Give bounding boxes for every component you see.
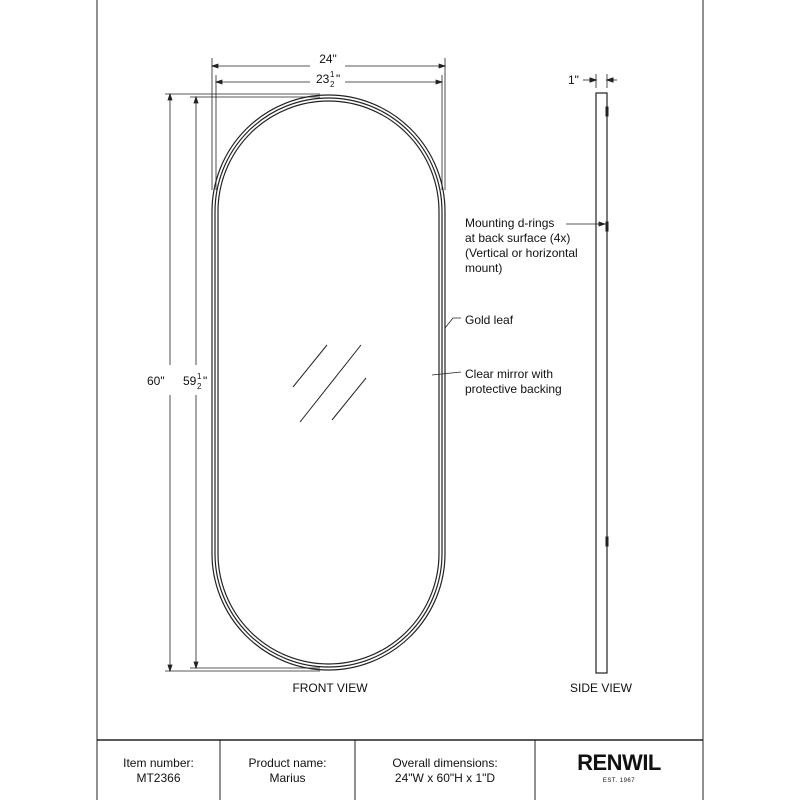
svg-text:1: 1	[330, 70, 335, 79]
callout-line: mount)	[465, 261, 503, 275]
item-number-label: Item number:	[123, 755, 194, 770]
callout-line: Mounting d-rings	[465, 216, 555, 230]
svg-text:1: 1	[197, 372, 202, 381]
item-number-cell	[97, 741, 220, 800]
brand-logo	[535, 741, 703, 800]
svg-text:": "	[203, 374, 208, 388]
callout-line: protective backing	[465, 382, 562, 396]
side-view-outline	[583, 74, 617, 673]
callout-mounting	[465, 216, 578, 276]
brand-tagline: EST. 1967	[602, 778, 636, 784]
product-name-label: Product name:	[248, 755, 327, 770]
brand-name: RENWIL	[577, 750, 661, 775]
front-view-label: FRONT VIEW	[292, 681, 368, 695]
svg-text:2: 2	[197, 382, 202, 391]
callout-line: at back surface (4x)	[465, 231, 571, 245]
dim-width-outer: 24"	[319, 52, 337, 66]
mirror-reflection-lines	[293, 345, 366, 422]
side-view-label: SIDE VIEW	[569, 681, 633, 695]
dim-height-outer: 60"	[147, 374, 165, 388]
mirror-front-outline	[212, 95, 445, 670]
callout-gold-leaf: Gold leaf	[465, 313, 514, 327]
svg-text:59: 59	[183, 374, 197, 388]
callout-line: Clear mirror with	[465, 367, 554, 381]
svg-text:": "	[336, 72, 341, 86]
callout-mirror	[465, 367, 562, 397]
callout-line: (Vertical or horizontal	[465, 246, 578, 260]
dimensions-label: Overall dimensions:	[392, 755, 498, 770]
svg-text:23: 23	[316, 72, 330, 86]
dim-height-inner	[183, 372, 207, 391]
dim-width-inner	[316, 70, 340, 89]
product-name-value: Marius	[269, 770, 306, 785]
dimensions-cell	[355, 741, 535, 800]
item-number-value: MT2366	[136, 770, 181, 785]
product-name-cell	[220, 741, 355, 800]
dim-depth: 1"	[568, 73, 579, 87]
svg-text:2: 2	[330, 80, 335, 89]
dimensions-value: 24"W x 60"H x 1"D	[394, 770, 496, 785]
